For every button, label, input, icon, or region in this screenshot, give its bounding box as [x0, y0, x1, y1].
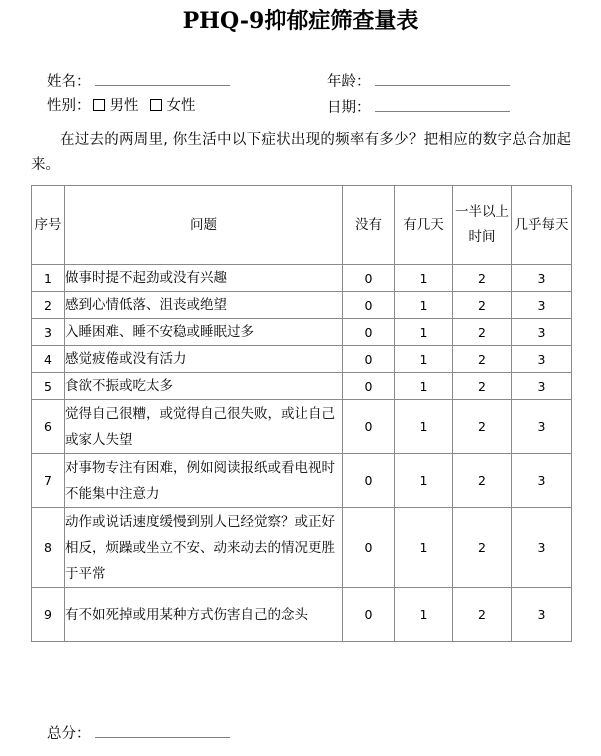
score-option-cell[interactable]: 1	[395, 588, 453, 642]
checkbox-icon-male[interactable]	[93, 99, 105, 111]
checkbox-icon-female[interactable]	[150, 99, 162, 111]
score-option-cell[interactable]: 3	[512, 373, 572, 400]
score-option-cell[interactable]: 0	[343, 292, 395, 319]
total-score-label: 总分：	[47, 726, 91, 742]
column-header-score-3: 几乎每天	[512, 186, 572, 265]
score-option-cell[interactable]: 1	[395, 319, 453, 346]
score-option-cell[interactable]: 2	[453, 265, 512, 292]
table-row	[32, 292, 572, 319]
row-index-cell: 7	[32, 454, 65, 508]
score-option-cell[interactable]: 1	[395, 454, 453, 508]
score-option-cell[interactable]: 0	[343, 588, 395, 642]
age-field-row	[327, 70, 510, 92]
row-index-cell: 8	[32, 508, 65, 588]
score-option-cell[interactable]: 2	[453, 319, 512, 346]
score-option-cell[interactable]: 0	[343, 319, 395, 346]
score-option-cell[interactable]: 0	[343, 508, 395, 588]
score-option-cell[interactable]: 3	[512, 454, 572, 508]
column-header-index: 序号	[32, 186, 65, 265]
gender-field-row	[47, 96, 205, 116]
question-cell: 觉得自己很糟，或觉得自己很失败，或让自己或家人失望	[65, 400, 343, 454]
phq9-table	[31, 185, 572, 642]
score-option-cell[interactable]: 0	[343, 265, 395, 292]
score-option-cell[interactable]: 0	[343, 346, 395, 373]
score-option-cell[interactable]: 2	[453, 454, 512, 508]
column-header-question: 问题	[65, 186, 343, 265]
score-option-cell[interactable]: 1	[395, 400, 453, 454]
row-index-cell: 6	[32, 400, 65, 454]
table-header	[32, 186, 572, 265]
table-row	[32, 508, 572, 588]
row-index-cell: 4	[32, 346, 65, 373]
question-cell: 入睡困难、睡不安稳或睡眠过多	[65, 319, 343, 346]
question-cell: 对事物专注有困难，例如阅读报纸或看电视时不能集中注意力	[65, 454, 343, 508]
age-label: 年龄：	[327, 74, 371, 90]
question-cell: 做事时提不起劲或没有兴趣	[65, 265, 343, 292]
table-row	[32, 400, 572, 454]
score-option-cell[interactable]: 1	[395, 508, 453, 588]
row-index-cell: 2	[32, 292, 65, 319]
question-cell: 感觉疲倦或没有活力	[65, 346, 343, 373]
score-option-cell[interactable]: 1	[395, 373, 453, 400]
gender-label: 性别：	[47, 98, 91, 114]
score-option-cell[interactable]: 2	[453, 373, 512, 400]
score-option-cell[interactable]: 3	[512, 508, 572, 588]
table-row	[32, 588, 572, 642]
date-field-row	[327, 96, 510, 118]
instruction-text: 在过去的两周里, 你生活中以下症状出现的频率有多少？把相应的数字总合加起来。	[31, 132, 571, 173]
question-cell: 动作或说话速度缓慢到别人已经觉察？或正好相反，烦躁或坐立不安、动来动去的情况更胜于平常	[65, 508, 343, 588]
total-score-input-blank[interactable]	[95, 722, 230, 738]
score-option-cell[interactable]: 1	[395, 292, 453, 319]
score-option-cell[interactable]: 2	[453, 346, 512, 373]
name-field-row	[47, 70, 230, 92]
score-option-cell[interactable]: 2	[453, 588, 512, 642]
gender-option-female-label: 女性	[166, 98, 196, 114]
question-cell: 食欲不振或吃太多	[65, 373, 343, 400]
column-header-score-2: 一半以上时间	[453, 186, 512, 265]
page-title: PHQ-9抑郁症筛查量表	[182, 8, 419, 34]
score-option-cell[interactable]: 3	[512, 400, 572, 454]
score-option-cell[interactable]: 2	[453, 292, 512, 319]
table-row	[32, 454, 572, 508]
score-option-cell[interactable]: 3	[512, 265, 572, 292]
score-option-cell[interactable]: 2	[453, 400, 512, 454]
date-label: 日期：	[327, 100, 371, 116]
table-row	[32, 265, 572, 292]
score-option-cell[interactable]: 3	[512, 319, 572, 346]
gender-option-female[interactable]	[148, 98, 196, 114]
gender-option-male-label: 男性	[109, 98, 139, 114]
score-option-cell[interactable]: 1	[395, 346, 453, 373]
row-index-cell: 5	[32, 373, 65, 400]
table-row	[32, 373, 572, 400]
table-row	[32, 346, 572, 373]
row-index-cell: 3	[32, 319, 65, 346]
name-label: 姓名：	[47, 74, 91, 90]
score-option-cell[interactable]: 0	[343, 373, 395, 400]
row-index-cell: 1	[32, 265, 65, 292]
score-option-cell[interactable]: 3	[512, 292, 572, 319]
score-option-cell[interactable]: 1	[395, 265, 453, 292]
question-cell: 有不如死掉或用某种方式伤害自己的念头	[65, 588, 343, 642]
score-option-cell[interactable]: 2	[453, 508, 512, 588]
column-header-score-1: 有几天	[395, 186, 453, 265]
score-option-cell[interactable]: 0	[343, 454, 395, 508]
total-score-row	[47, 722, 230, 744]
row-index-cell: 9	[32, 588, 65, 642]
score-option-cell[interactable]: 0	[343, 400, 395, 454]
table-row	[32, 319, 572, 346]
age-input-blank[interactable]	[375, 70, 510, 86]
date-input-blank[interactable]	[375, 96, 510, 112]
score-option-cell[interactable]: 3	[512, 346, 572, 373]
table-body	[32, 265, 572, 642]
name-input-blank[interactable]	[95, 70, 230, 86]
question-cell: 感到心情低落、沮丧或绝望	[65, 292, 343, 319]
gender-option-male[interactable]	[91, 98, 139, 114]
score-option-cell[interactable]: 3	[512, 588, 572, 642]
column-header-score-0: 没有	[343, 186, 395, 265]
table-header-row	[32, 186, 572, 265]
